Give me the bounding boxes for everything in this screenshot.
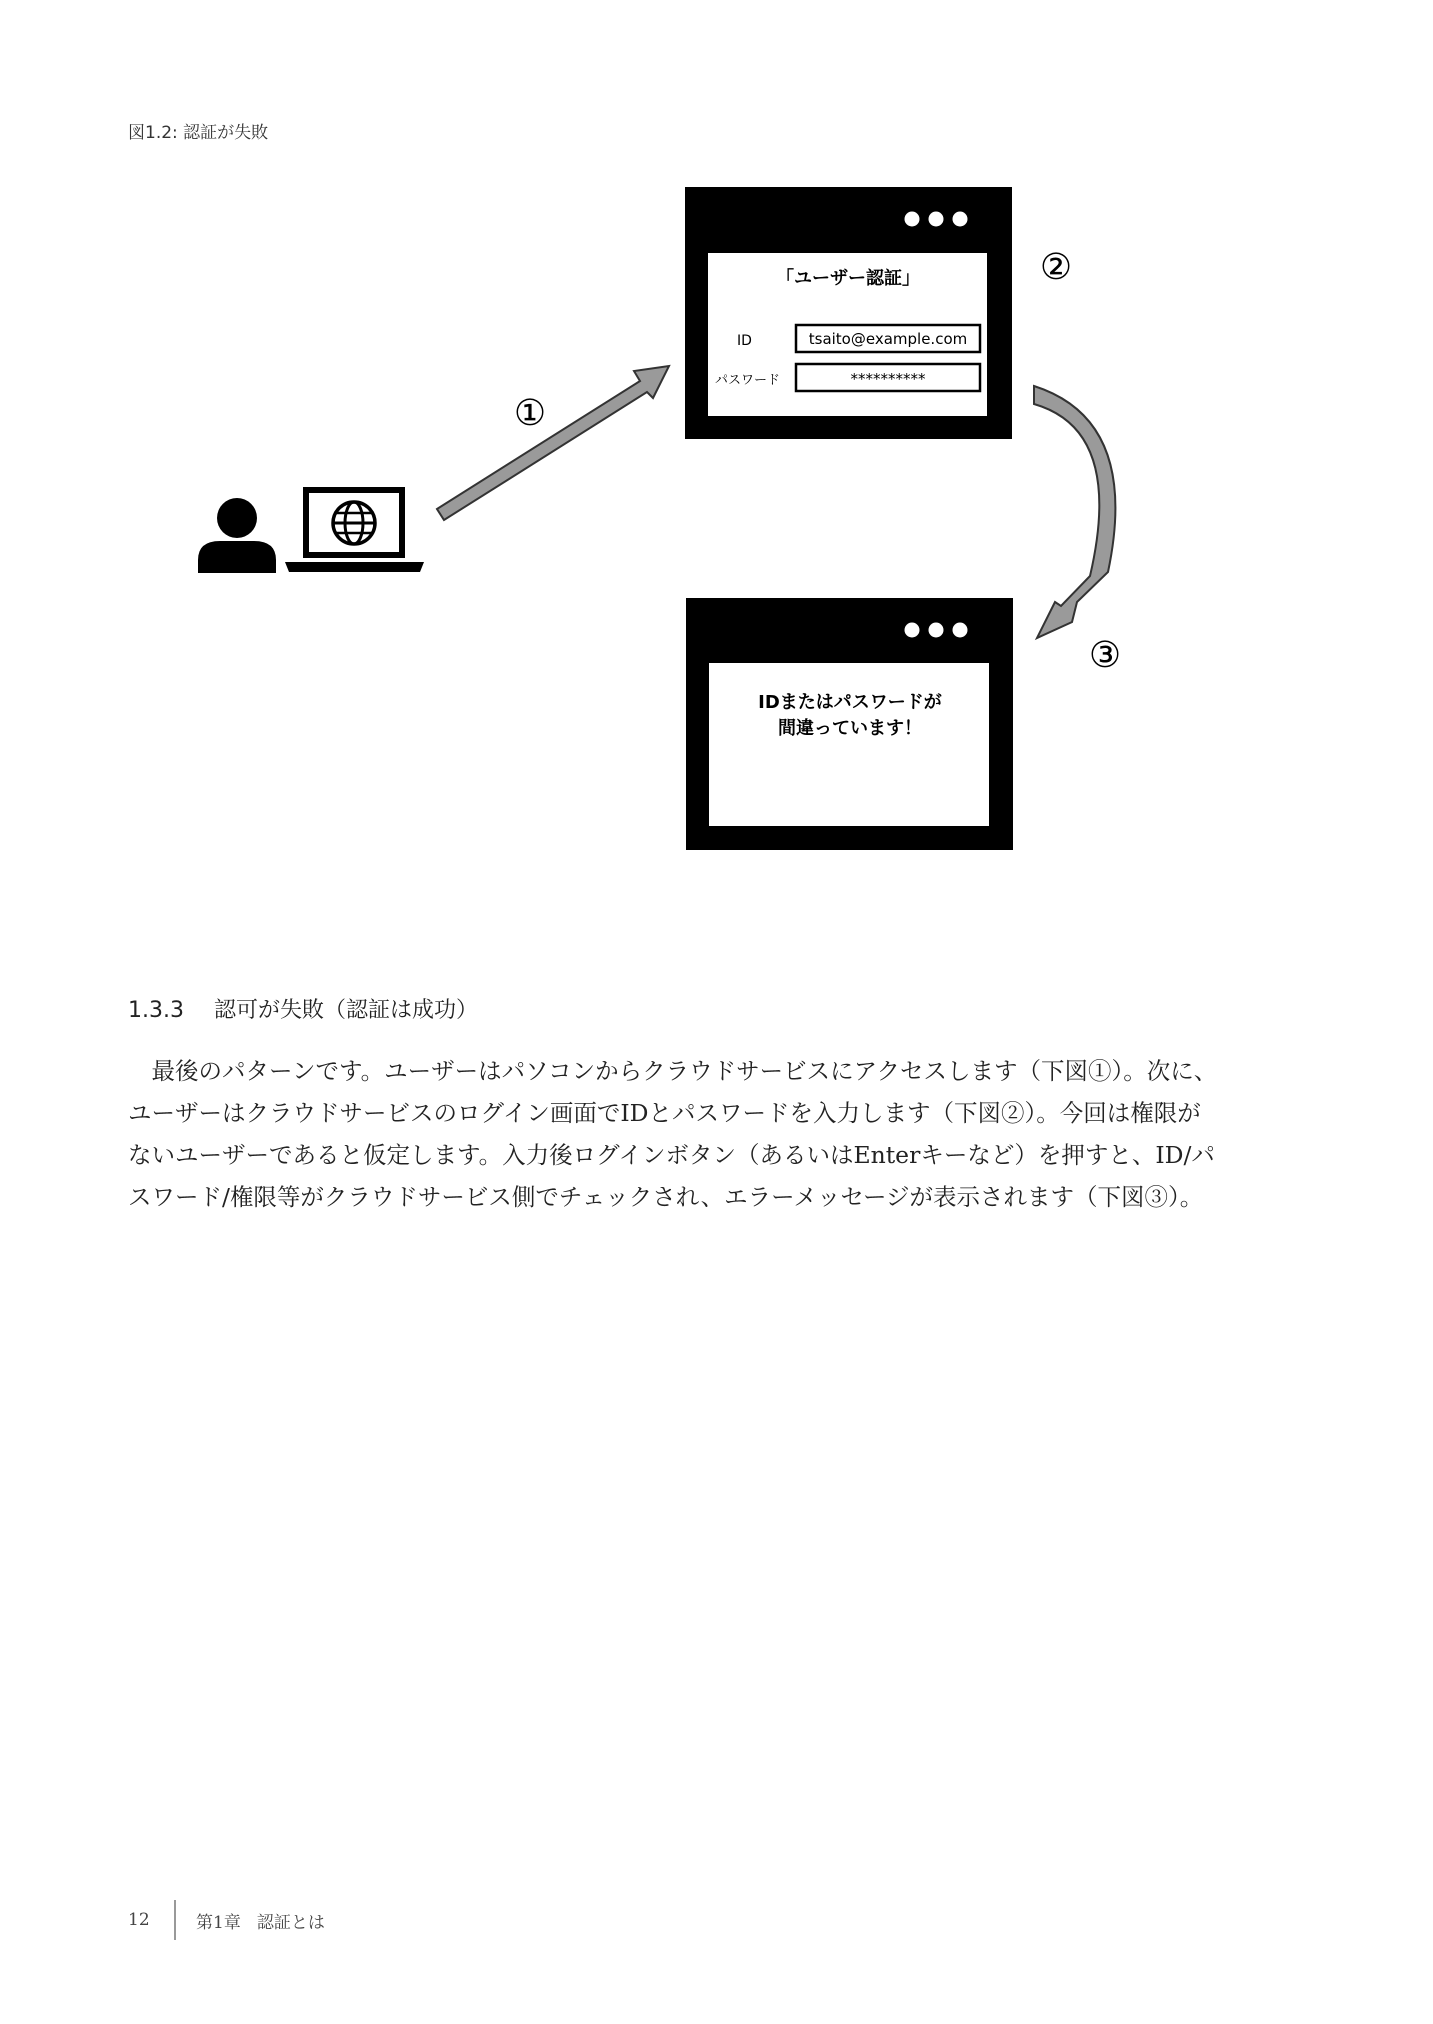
chapter-number: 第1章 [196, 1912, 241, 1933]
login-window [685, 187, 1012, 439]
window-dot-icon [905, 623, 920, 638]
password-label: パスワード [715, 373, 781, 388]
globe-icon [333, 502, 375, 544]
error-window [686, 598, 1013, 850]
window-dot-icon [953, 212, 968, 227]
step-1-label: ① [513, 393, 547, 434]
user-icon [198, 498, 276, 573]
window-dot-icon [929, 212, 944, 227]
arrow-step-1 [437, 366, 669, 520]
error-message-line-1: IDまたはパスワードが [758, 692, 942, 713]
section-title: 認可が失敗（認証は成功） [214, 998, 479, 1023]
password-field-value: ********** [850, 370, 926, 388]
body-text [128, 1050, 1223, 1218]
id-label: ID [737, 333, 752, 349]
window-dot-icon [905, 212, 920, 227]
step-2-label: ② [1039, 247, 1073, 288]
page-footer [128, 1900, 325, 1940]
page-number: 12 [128, 1910, 150, 1930]
auth-failure-figure [0, 0, 1433, 900]
figure-caption: 図1.2: 認証が失敗 [128, 123, 269, 143]
footer-divider [174, 1900, 176, 1940]
section-number: 1.3.3 [128, 998, 184, 1023]
error-message-line-2: 間違っています！ [778, 718, 922, 739]
chapter-title: 認証とは [256, 1912, 325, 1933]
step-3-label: ③ [1088, 635, 1122, 676]
login-title: 「ユーザー認証」 [776, 268, 920, 289]
window-dot-icon [929, 623, 944, 638]
id-field-value: tsaito@example.com [808, 330, 968, 348]
section-heading [128, 993, 478, 1024]
arrow-step-2-to-3 [1034, 386, 1115, 638]
body-paragraph: 最後のパターンです。ユーザーはパソコンからクラウドサービスにアクセスします（下図①）。次に、ユーザーはクラウドサービスのログイン画面でIDとパスワードを入力します（下図②）。今回は権限がないユーザーであると仮定します。入力後ログインボタン（あるいはEnterキーなど）を押すと、ID/パスワード/権限等がクラウドサービス側でチェックされ、エラーメッセージが表示されます（下図③）。 [128, 1057, 1218, 1211]
laptop-icon [285, 490, 424, 572]
window-dot-icon [953, 623, 968, 638]
